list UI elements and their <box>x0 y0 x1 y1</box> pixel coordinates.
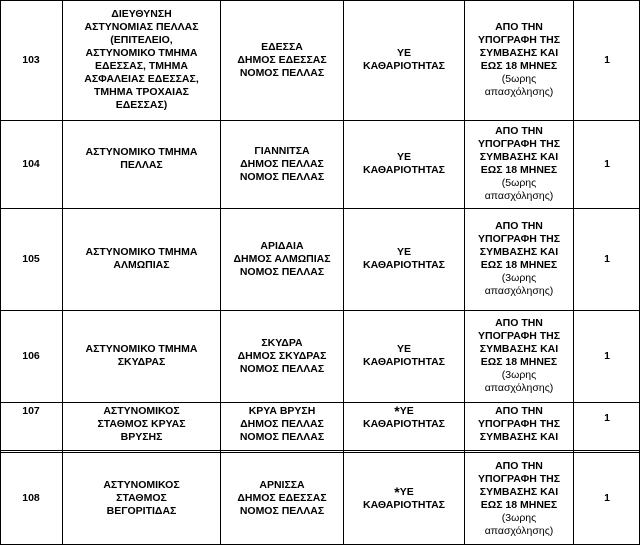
service-name: ΑΣΤΥΝΟΜΙΚΟΣ ΣΤΑΘΜΟΣ ΚΡΥΑΣ ΒΡΥΣΗΣ <box>97 405 186 443</box>
specialty: *ΥΕ ΚΑΘΑΡΙΟΤΗΤΑΣ <box>363 403 445 430</box>
table-row <box>0 452 640 545</box>
service-name: ΑΣΤΥΝΟΜΙΚΟ ΤΜΗΜΑ ΠΕΛΛΑΣ <box>85 146 198 171</box>
asterisk-mark: * <box>394 403 400 419</box>
table-row <box>0 402 640 450</box>
location: ΑΡΙΔΑΙΑ ΔΗΜΟΣ ΑΛΜΩΠΙΑΣ ΝΟΜΟΣ ΠΕΛΛΑΣ <box>233 239 331 278</box>
specialty: ΥΕ ΚΑΘΑΡΙΟΤΗΤΑΣ <box>363 246 445 271</box>
contract-duration: ΑΠΟ ΤΗΝ ΥΠΟΓΡΑΦΗ ΤΗΣ ΣΥΜΒΑΣΗΣ ΚΑΙ ΕΩΣ 18 ΜΗΝΕΣ (3ωρης απασχόλησης) <box>477 317 560 394</box>
specialty: *ΥΕ ΚΑΘΑΡΙΟΤΗΤΑΣ <box>363 483 445 511</box>
asterisk-mark: * <box>394 483 400 500</box>
table-row <box>0 208 640 310</box>
positions-count: 1 <box>604 157 610 170</box>
row-number: 107 <box>22 405 40 417</box>
specialty: ΥΕ ΚΑΘΑΡΙΟΤΗΤΑΣ <box>363 151 445 176</box>
table-row <box>0 0 640 120</box>
location: ΚΡΥΑ ΒΡΥΣΗ ΔΗΜΟΣ ΠΕΛΛΑΣ ΝΟΜΟΣ ΠΕΛΛΑΣ <box>239 405 325 443</box>
service-name: ΑΣΤΥΝΟΜΙΚΟΣ ΣΤΑΘΜΟΣ ΒΕΓΟΡΙΤΙΔΑΣ <box>103 479 180 517</box>
contract-duration: ΑΠΟ ΤΗΝ ΥΠΟΓΡΑΦΗ ΤΗΣ ΣΥΜΒΑΣΗΣ ΚΑΙ ΕΩΣ 18 ΜΗΝΕΣ (3ωρης απασχόλησης) <box>477 459 560 537</box>
service-name: ΑΣΤΥΝΟΜΙΚΟ ΤΜΗΜΑ ΑΛΜΩΠΙΑΣ <box>85 246 198 271</box>
row-number: 108 <box>22 492 40 504</box>
service-name: ΑΣΤΥΝΟΜΙΚΟ ΤΜΗΜΑ ΣΚΥΔΡΑΣ <box>85 343 198 368</box>
row-number: 105 <box>22 252 40 265</box>
contract-duration: ΑΠΟ ΤΗΝ ΥΠΟΓΡΑΦΗ ΤΗΣ ΣΥΜΒΑΣΗΣ ΚΑΙ ΕΩΣ 18 ΜΗΝΕΣ (3ωρης απασχόλησης) <box>477 220 560 297</box>
positions-count: 1 <box>604 252 610 265</box>
contract-duration: ΑΠΟ ΤΗΝ ΥΠΟΓΡΑΦΗ ΤΗΣ ΣΥΜΒΑΣΗΣ ΚΑΙ ΕΩΣ 18 ΜΗΝΕΣ (5ωρης απασχόλησης) <box>477 125 560 202</box>
positions-count: 1 <box>604 349 610 362</box>
positions-count: 1 <box>604 412 610 424</box>
service-name: ΔΙΕΥΘΥΝΣΗ ΑΣΤΥΝΟΜΙΑΣ ΠΕΛΛΑΣ (ΕΠΙΤΕΛΕΙΟ, ΑΣΤΥΝΟΜΙΚΟ ΤΜΗΜΑ ΕΔΕΣΣΑΣ, ΤΜΗΜΑ ΑΣΦΑΛΕΙΑΣ ΕΔΕΣΣΑΣ, ΤΜΗΜΑ ΤΡΟΧΑΙΑΣ ΕΔΕΣΣΑΣ) <box>84 8 199 111</box>
work-hours: (5ωρης απασχόλησης) <box>484 73 554 98</box>
work-hours: (3ωρης απασχόλησης) <box>484 369 554 394</box>
table-row <box>0 310 640 402</box>
contract-duration: ΑΠΟ ΤΗΝ ΥΠΟΓΡΑΦΗ ΤΗΣ ΣΥΜΒΑΣΗΣ ΚΑΙ ΕΩΣ 18 ΜΗΝΕΣ (5ωρης απασχόλησης) <box>477 21 560 98</box>
positions-count: 1 <box>604 492 610 504</box>
location: ΑΡΝΙΣΣΑ ΔΗΜΟΣ ΕΔΕΣΣΑΣ ΝΟΜΟΣ ΠΕΛΛΑΣ <box>237 479 327 517</box>
row-number: 106 <box>22 349 40 362</box>
location: ΕΔΕΣΣΑ ΔΗΜΟΣ ΕΔΕΣΣΑΣ ΝΟΜΟΣ ΠΕΛΛΑΣ <box>237 40 327 79</box>
work-hours: (5ωρης απασχόλησης) <box>484 177 554 202</box>
row-number: 104 <box>22 157 40 170</box>
contract-duration: ΑΠΟ ΤΗΝ ΥΠΟΓΡΑΦΗ ΤΗΣ ΣΥΜΒΑΣΗΣ ΚΑΙ <box>477 405 560 443</box>
location: ΓΙΑΝΝΙΤΣΑ ΔΗΜΟΣ ΠΕΛΛΑΣ ΝΟΜΟΣ ΠΕΛΛΑΣ <box>239 144 325 183</box>
work-hours: (3ωρης απασχόλησης) <box>484 511 554 537</box>
specialty: ΥΕ ΚΑΘΑΡΙΟΤΗΤΑΣ <box>363 343 445 368</box>
positions-count: 1 <box>604 53 610 66</box>
table-row <box>0 120 640 208</box>
specialty: ΥΕ ΚΑΘΑΡΙΟΤΗΤΑΣ <box>363 47 445 72</box>
work-hours: (3ωρης απασχόλησης) <box>484 272 554 297</box>
location: ΣΚΥΔΡΑ ΔΗΜΟΣ ΣΚΥΔΡΑΣ ΝΟΜΟΣ ΠΕΛΛΑΣ <box>237 336 327 375</box>
row-number: 103 <box>22 53 40 66</box>
